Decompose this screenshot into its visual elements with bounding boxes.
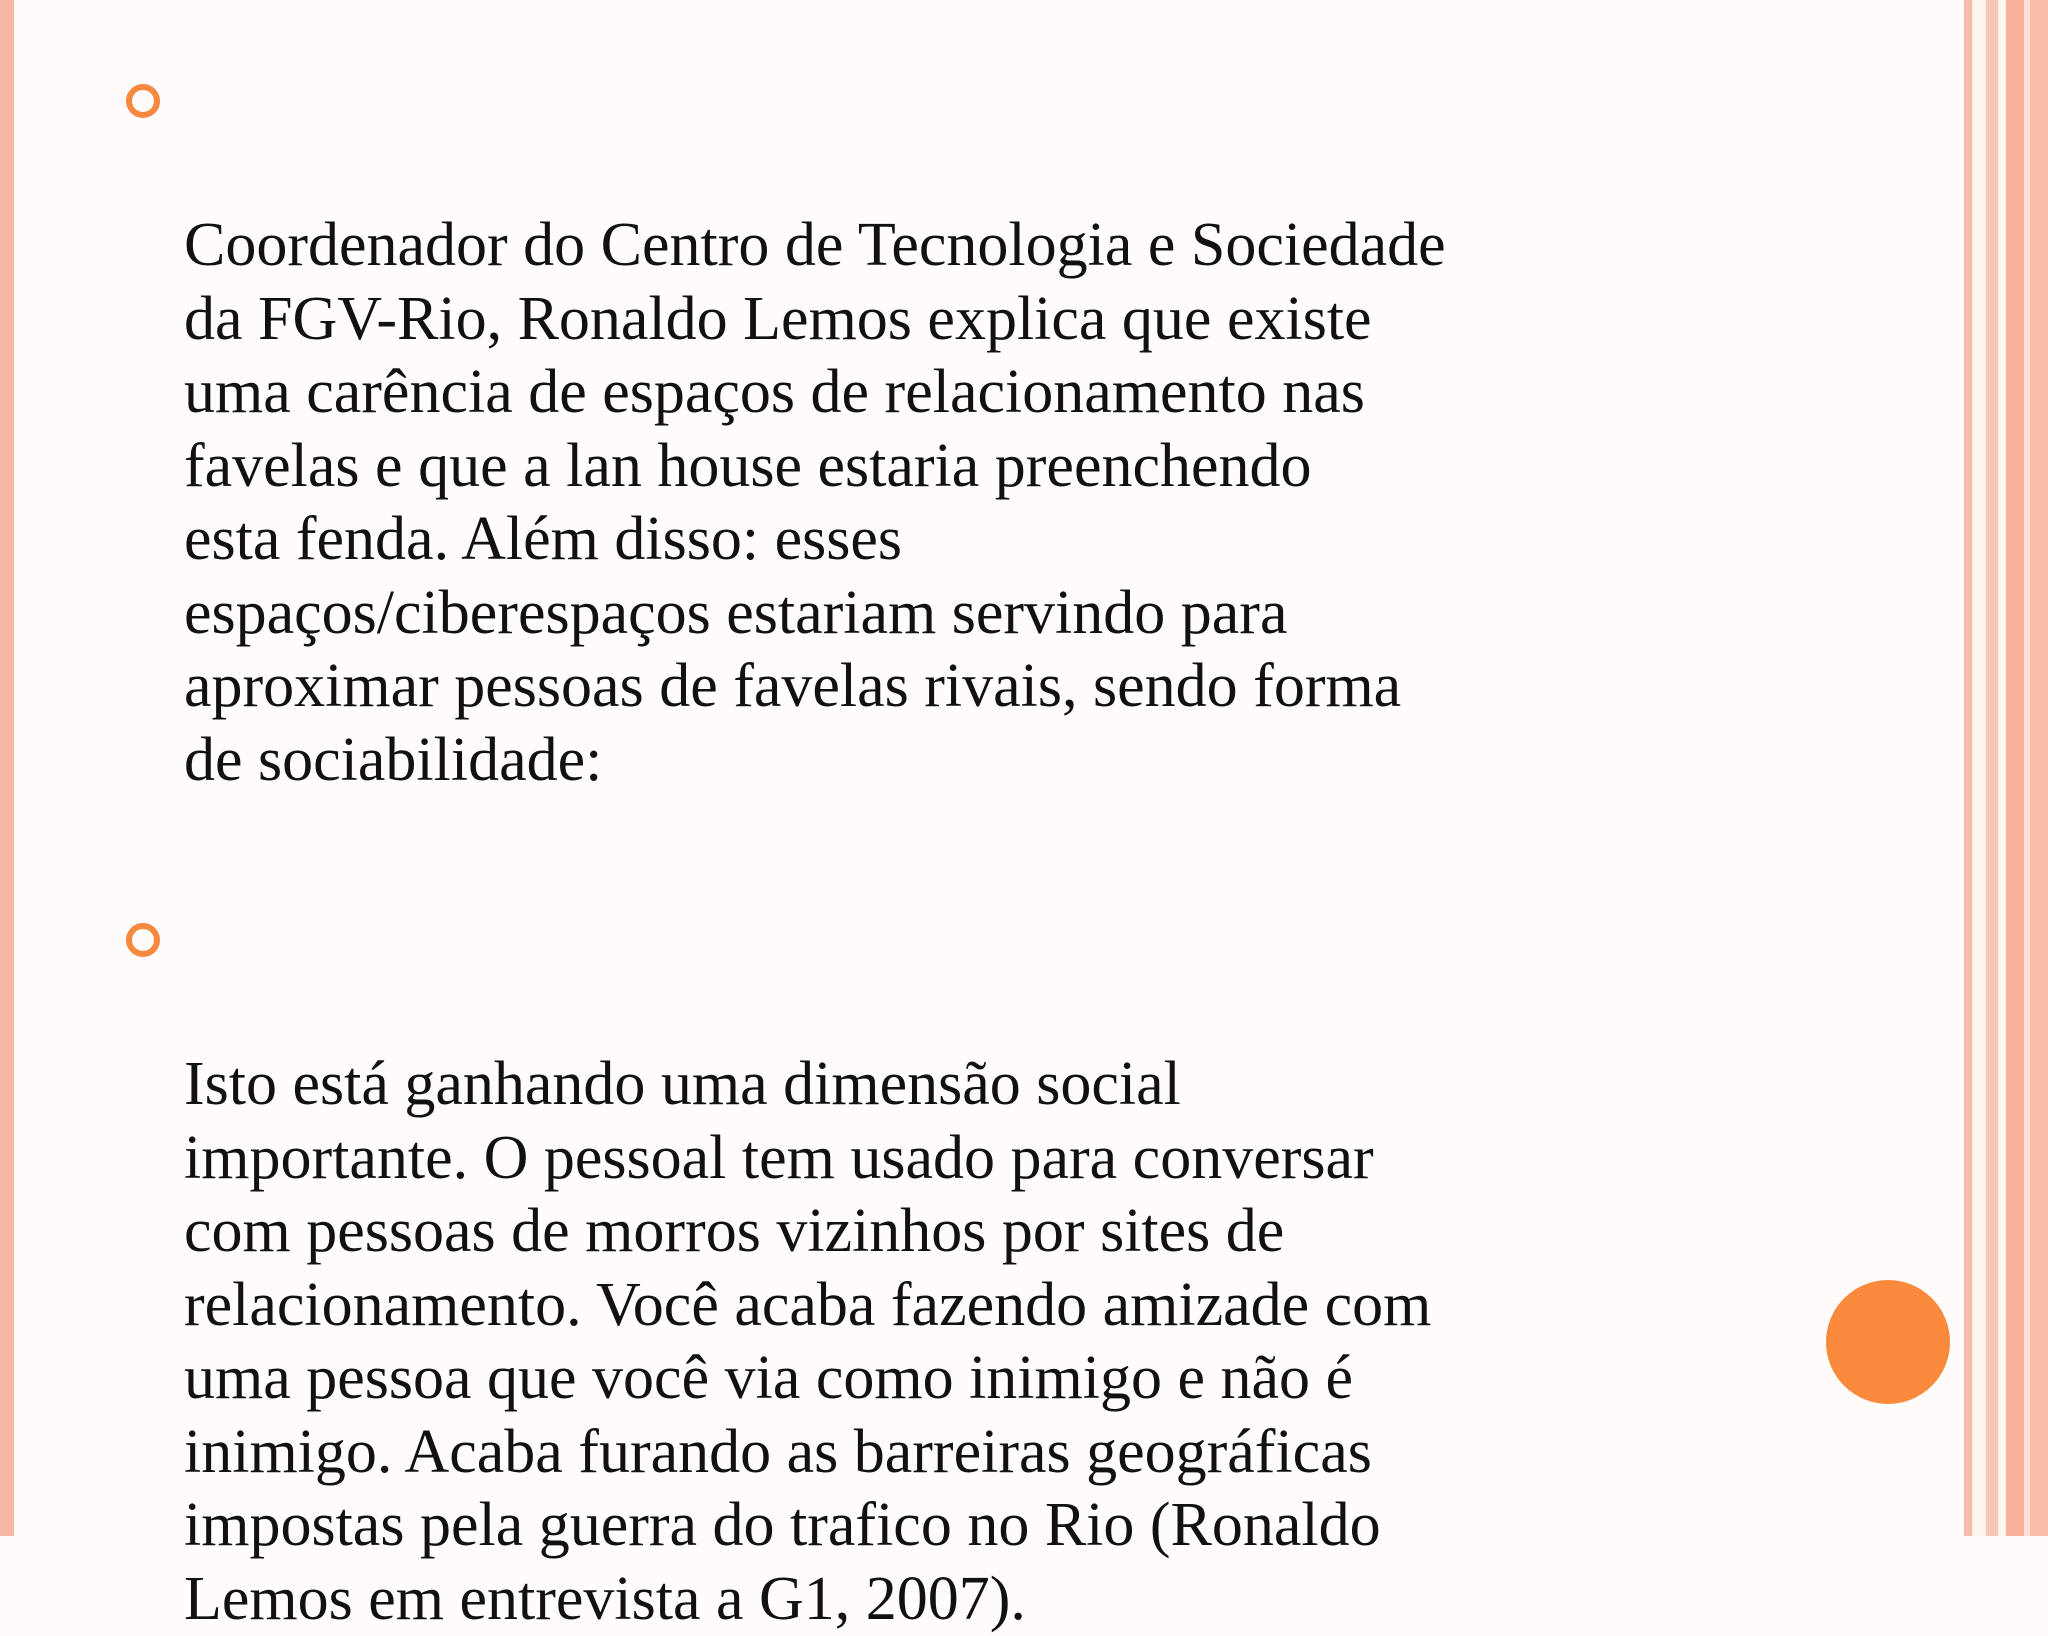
right-stripe (1986, 0, 1998, 1536)
slide-body (124, 62, 1784, 1636)
right-stripe-gap (1972, 0, 1986, 1536)
bullet-item (124, 901, 1784, 1636)
right-border-stripes (1964, 0, 2048, 1536)
right-stripe (2030, 0, 2048, 1536)
left-border-stripe (0, 0, 14, 1536)
right-stripe (2006, 0, 2024, 1536)
ring-bullet-icon (126, 923, 160, 957)
bullet-text: Isto está ganhando uma dimensão social importante. O pessoal tem usado para conversar com pessoas de morros vizinhos por sites de relacionamento. Você acaba fazendo amizade com uma pessoa que você via como inimigo e não é inimigo. Acaba furando as barreiras geográficas impostas pela guerra do trafico no Rio (Ronaldo Lemos em entrevista a G1, 2007). (184, 1050, 1432, 1633)
bullet-text: Coordenador do Centro de Tecnologia e Sociedade da FGV-Rio, Ronaldo Lemos explica que existe uma carência de espaços de relacionamento nas favelas e que a lan house estaria preenchendo esta fenda. Além disso: esses espaços/ciberespaços estariam servindo para aproximar pessoas de favelas rivais, sendo forma de sociabilidade: (184, 211, 1446, 794)
right-stripe (1964, 0, 1972, 1536)
accent-circle-decoration (1826, 1280, 1950, 1404)
right-stripe-gap (1998, 0, 2006, 1536)
bullet-item (124, 62, 1784, 797)
ring-bullet-icon (126, 84, 160, 118)
